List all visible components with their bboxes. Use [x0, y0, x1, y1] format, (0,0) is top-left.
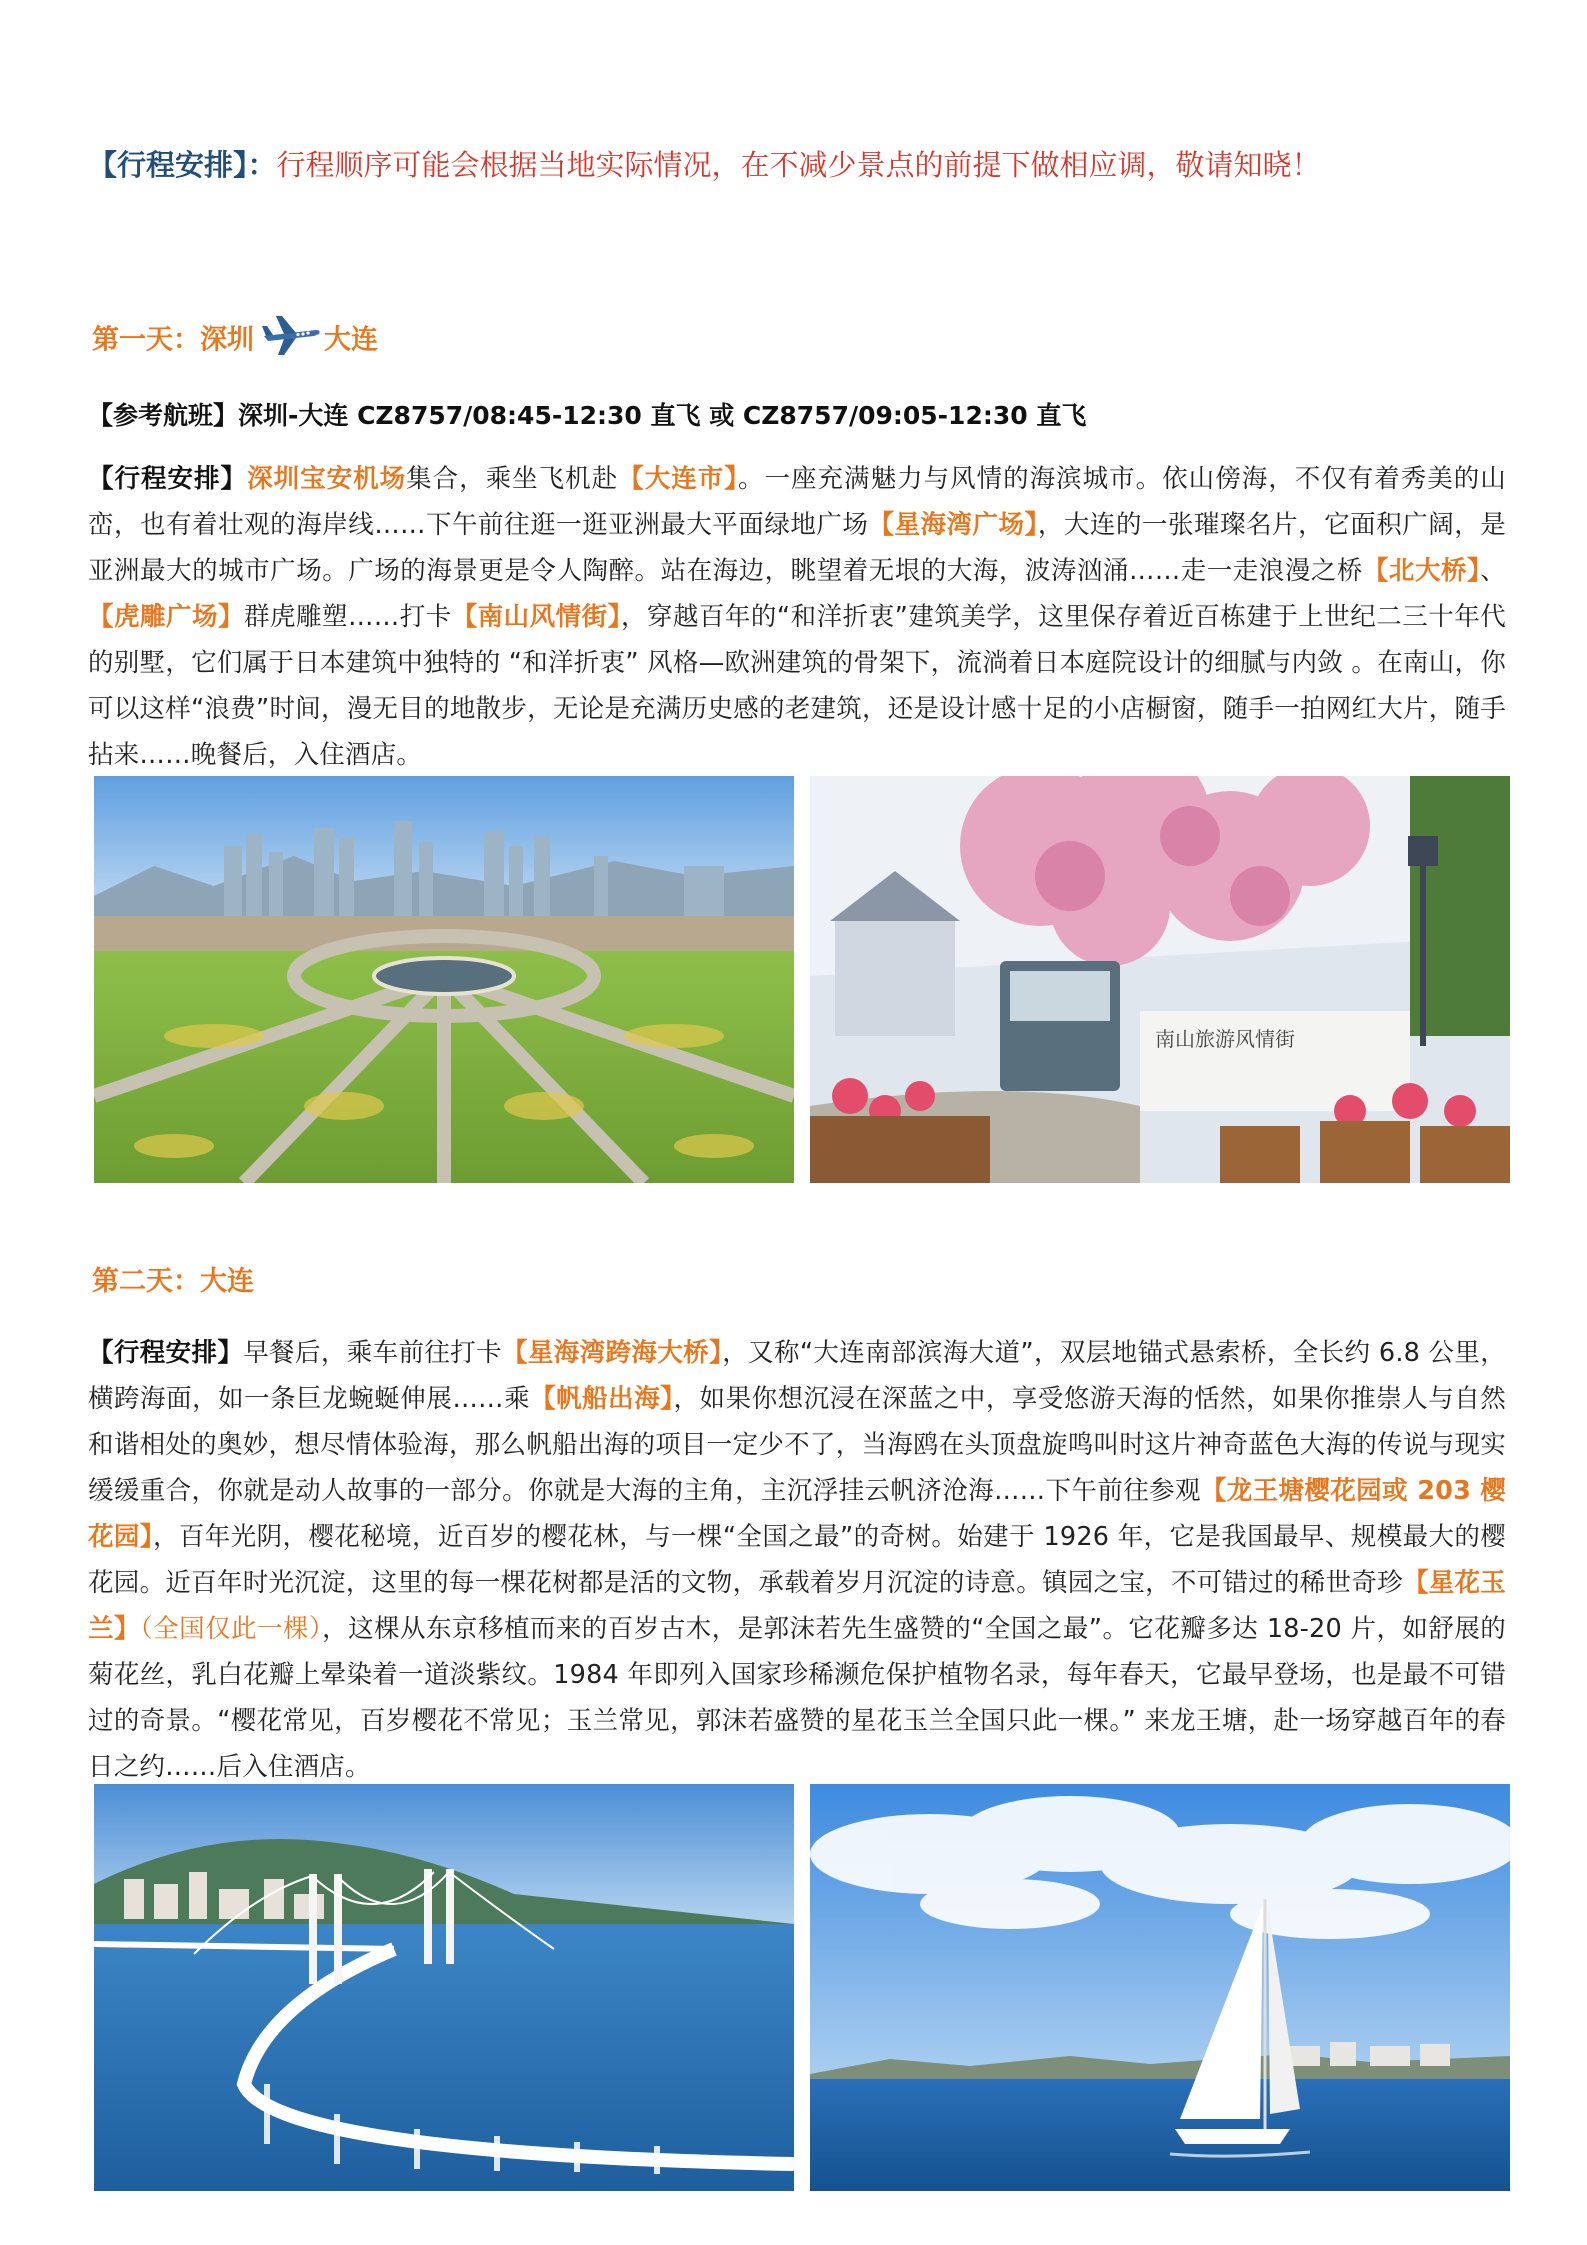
text-run: ，大连的一张璀璨名片，它面积广阔，是亚洲最大的城市广场。广场的海景更是令人陶醉。站在海边，眺望着无垠的大海，波涛汹涌……走一走浪漫之桥 — [88, 510, 1506, 586]
day1-title-origin: 第一天：深圳 — [92, 324, 254, 356]
street-sign-text: 南山旅游风情街 — [1155, 1027, 1295, 1051]
text-run: ，百年光阴，樱花秘境，近百岁的樱花林，与一棵“全国之最”的奇树。始建于 1926 年，它是我国最早、规模最大的樱花园。近百年时光沉淀，这里的每一棵花树都是活的文物，承载着岁月沉淀的诗意。镇园之宝，不可错过的稀世奇珍 — [88, 1522, 1507, 1598]
text-run: 。一座充满魅力与风情的海滨城市。依山傍海，不仅有着秀美的山峦，也有着壮观的海岸线……下午前往逛一逛亚洲最大平面绿地广场 — [88, 464, 1506, 540]
place-north-bridge: 【北大桥】 — [1362, 556, 1481, 586]
text-run: 早餐后，乘车前往打卡 — [243, 1338, 503, 1368]
place-airport: 深圳宝安机场 — [247, 464, 407, 494]
place-dalian: 【大连市】 — [618, 464, 739, 494]
day1-title — [92, 312, 378, 370]
notice-text: 行程顺序可能会根据当地实际情况，在不减少景点的前提下做相应调，敬请知晓！ — [276, 148, 1321, 182]
day2-schedule — [88, 1330, 1506, 1790]
text-run: 集合，乘坐飞机赴 — [406, 464, 619, 494]
flight-info: 【参考航班】深圳-大连 CZ8757/08:45-12:30 直飞 或 CZ8757/09:05-12:30 直飞 — [88, 401, 1087, 430]
place-xinghai-square: 【星海湾广场】 — [868, 510, 1038, 540]
text-run: ，这棵从东京移植而来的百岁古木，是郭沫若先生盛赞的“全国之最”。它花瓣多达 18-20 片，如舒展的菊花丝，乳白花瓣上晕染着一道淡紫纹。1984 年即列入国家珍稀濒危保护植物名录，每年春天，它最早登场，也是最不可错过的奇景。“樱花常见，百岁樱花不常见；玉兰常见，郭沫若盛赞的星花玉兰全国只此一棵。” 来龙王塘，赴一场穿越百年的春日之约……后入住酒店。 — [88, 1614, 1506, 1782]
day1-schedule — [88, 456, 1506, 778]
activity-sailing: 【帆船出海】 — [530, 1384, 674, 1414]
day2-title: 第二天：大连 — [92, 1266, 254, 1297]
photo-sailing — [810, 1784, 1510, 2191]
airplane-icon — [258, 312, 322, 370]
place-tiger-square: 【虎雕广场】 — [88, 602, 244, 632]
star-magnolia-note: （全国仅此一棵） — [139, 1614, 323, 1644]
text-run: ，如果你想沉浸在深蓝之中，享受悠游天海的恬然，如果你推崇人与自然和谐相处的奥妙，想尽情体验海，那么帆船出海的项目一定少不了，当海鸥在头顶盘旋鸣叫时这片神奇蓝色大海的传说与现实缓缓重合，你就是动人故事的一部分。你就是大海的主角，主沉浮挂云帆济沧海……下午前往参观 — [88, 1384, 1506, 1506]
photo-xinghai-square — [94, 776, 794, 1183]
text-run: ，穿越百年的“和洋折衷”建筑美学，这里保存着近百栋建于上世纪二三十年代的别墅，它们属于日本建筑中独特的 “和洋折衷” 风格—欧洲建筑的骨架下，流淌着日本庭院设计的细腻与内敛 。在南山，你可以这样“浪费”时间，漫无目的地散步，无论是充满历史感的老建筑，还是设计感十足的小店橱窗，随手一拍网红大片，随手拈来……晚餐后，入住酒店。 — [88, 602, 1506, 770]
photo-xinghai-bridge — [94, 1784, 794, 2191]
notice-label: 【行程安排】： — [88, 148, 277, 182]
tree-star-magnolia: 【星花玉兰】 — [88, 1568, 1507, 1644]
text-run: 、 — [1480, 556, 1506, 586]
schedule-label: 【行程安排】 — [88, 1338, 244, 1368]
photo-nanshan-street — [810, 776, 1510, 1183]
text-run: 群虎雕塑……打卡 — [244, 602, 452, 632]
notice-line — [88, 143, 1508, 187]
day1-title-destination: 大连 — [324, 324, 378, 356]
place-nanshan-street: 【南山风情街】 — [451, 602, 621, 632]
text-run: ，又称“大连南部滨海大道”，双层地锚式悬索桥，全长约 6.8 公里，横跨海面，如一条巨龙蜿蜒伸展……乘 — [88, 1338, 1506, 1414]
place-cherry-garden: 【龙王塘樱花园或 203 樱花园】 — [88, 1476, 1506, 1552]
schedule-label: 【行程安排】 — [88, 464, 248, 494]
place-xinghai-bridge: 【星海湾跨海大桥】 — [502, 1338, 723, 1368]
